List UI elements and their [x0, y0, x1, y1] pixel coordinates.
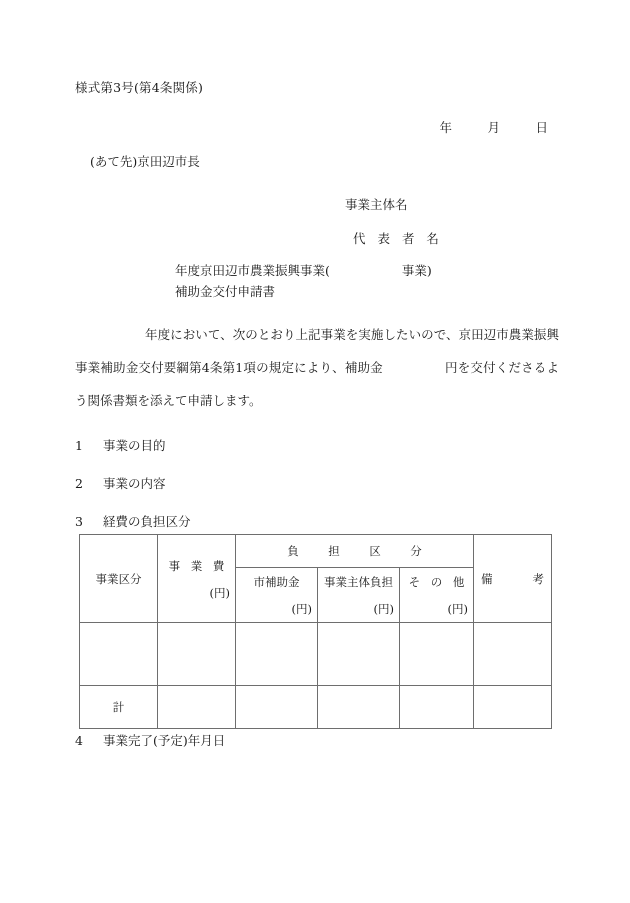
- title-line1-prefix: 年度京田辺市農業振興事業(: [175, 263, 330, 278]
- item-content: [75, 474, 166, 492]
- header-city-subsidy: [236, 568, 318, 623]
- cell-remarks[interactable]: [474, 623, 552, 686]
- header-city-subsidy-unit: (円): [291, 602, 312, 616]
- total-remarks[interactable]: [474, 686, 552, 729]
- item-completion-number: 4: [75, 733, 83, 748]
- item-content-number: 2: [75, 476, 83, 491]
- cell-business-category[interactable]: [80, 623, 158, 686]
- cell-entity-burden[interactable]: [318, 623, 400, 686]
- date-month-label: 月: [487, 120, 501, 135]
- header-other-unit: (円): [447, 602, 469, 616]
- business-entity-label: 事業主体名: [345, 197, 408, 212]
- header-remarks-right: 考: [532, 571, 545, 586]
- table-row: [80, 623, 552, 686]
- item-cost-label: 経費の負担区分: [103, 514, 191, 529]
- item-cost-number: 3: [75, 514, 83, 529]
- header-remarks: [474, 535, 552, 623]
- applicant-block: [345, 195, 443, 263]
- document-title: [175, 260, 432, 302]
- header-entity-burden-label: 事業主体負担: [324, 575, 393, 589]
- header-business-cost-label: 事 業 費: [168, 558, 228, 573]
- table-header-row-group: [80, 535, 552, 568]
- header-business-cost-unit: (円): [209, 585, 230, 600]
- cost-allocation-table: [79, 534, 552, 729]
- date-day-label: 日: [535, 120, 548, 135]
- addressee-line: (あて先)京田辺市長: [90, 154, 200, 169]
- header-burden-allocation-group: 負 担 区 分: [236, 535, 474, 568]
- header-other-label: そ の 他: [408, 575, 468, 589]
- total-entity-burden[interactable]: [318, 686, 400, 729]
- item-purpose: [75, 436, 166, 454]
- table-total-row: [80, 686, 552, 729]
- total-city-subsidy[interactable]: [236, 686, 318, 729]
- cell-city-subsidy[interactable]: [236, 623, 318, 686]
- representative-label: 代 表 者 名: [353, 231, 443, 246]
- header-entity-burden-unit: (円): [373, 602, 394, 616]
- total-label: 計: [80, 686, 158, 729]
- item-purpose-number: 1: [75, 438, 83, 453]
- header-other: [400, 568, 474, 623]
- item-completion-label: 事業完了(予定)年月日: [103, 733, 226, 748]
- date-year-label: 年: [439, 120, 453, 135]
- form-number: 様式第3号(第4条関係): [75, 80, 204, 95]
- header-business-category: 事業区分: [80, 535, 158, 623]
- header-business-cost: [158, 535, 236, 623]
- date-line: [440, 118, 548, 136]
- title-line1-suffix: 事業): [401, 263, 432, 278]
- cell-business-cost[interactable]: [158, 623, 236, 686]
- body-paragraph: [75, 318, 559, 417]
- header-city-subsidy-label: 市補助金: [253, 575, 300, 589]
- title-line2: 補助金交付申請書: [175, 284, 276, 299]
- body-part1: 年度において、次のとおり上記事業を実施したいので、京田辺市農業振興事業補助金交付要綱第4条第1項の規定により、補助金: [75, 327, 559, 375]
- header-entity-burden: [318, 568, 400, 623]
- item-purpose-label: 事業の目的: [103, 438, 166, 453]
- total-business-cost[interactable]: [158, 686, 236, 729]
- item-cost-allocation: [75, 512, 191, 530]
- item-completion-date: [75, 731, 225, 749]
- item-content-label: 事業の内容: [103, 476, 166, 491]
- header-remarks-left: 備: [481, 571, 493, 586]
- total-other[interactable]: [400, 686, 474, 729]
- body-part2: 円を交付くださるよう関係書類を添えて申請します。: [75, 360, 559, 408]
- cell-other[interactable]: [400, 623, 474, 686]
